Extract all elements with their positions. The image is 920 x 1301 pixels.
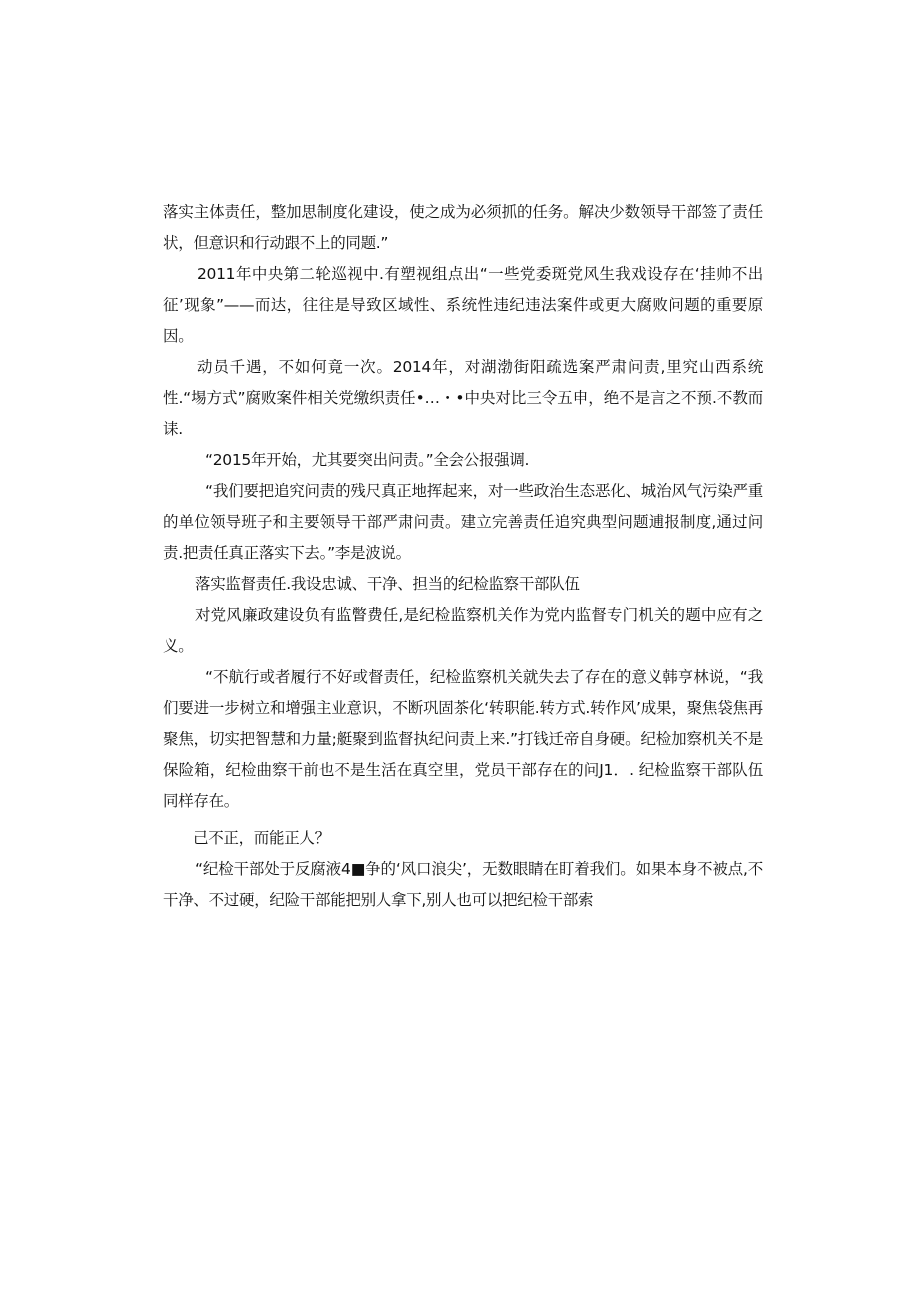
- paragraph-5: “我们要把追究问责的残尺真正地挥起来，对一些政治生态恶化、城治风气污染严重的单位领导班子和主要领导干部严肃问责。建立完善责任追究典型问题逋报制度,通过问责.把责任真正落实下去。”李是波说。: [163, 482, 763, 562]
- paragraph-4: “2015年开始，尤其要突出问责。”全会公报强调.: [205, 451, 530, 469]
- paragraph-7: 对党风廉政建设负有监瞥费任,是纪检监察机关作为党内监督专门机关的题中应有之义。: [163, 606, 763, 655]
- paragraph-8: “不航行或者履行不好或督责任，纪检监察机关就失去了存在的意义韩亨林说，“我们要进一步树立和增强主业意识，不断巩固茶化‘转职能.转方式.转作风’成果，聚焦袋焦再聚焦，切实把智慧和力量;艇聚到监督执纪问责上来.”打钱迁帝自身硬。纪检加察机关不是保险箱，纪检曲察干前也不是生活在真空里，党员干部存在的问J1．. 纪检监察干部队伍同样存在。: [163, 668, 763, 810]
- paragraph-10: “纪检干部处于反腐液4■争的‘风口浪尖’，无数眼睛在盯着我们。如果本身不被点,不干净、不过硬，纪险干部能把别人拿下,别人也可以把纪检干部索: [163, 860, 763, 909]
- paragraph-2: 2011年中央第二轮巡视中.有塑视组点出“一些党委斑党风生我戏设存在‘挂帅不出征’现象”——而达，往往是导致区域性、系统性违纪违法案件或更大腐败问题的重要原因。: [163, 265, 763, 345]
- paragraph-9: 己不正，而能正人？: [193, 829, 330, 847]
- paragraph-3: 动员千遇，不如何竟一次。2014年，对湖渤街阳疏选案严肃问责,里究山西系统性.“埸方式”腐败案件相关党缴织责任•…・•中央对比三令五申，绝不是言之不预.不教而诔.: [163, 358, 763, 438]
- document-body: [163, 197, 763, 916]
- paragraph-1: 落实主体责任，整加思制度化建设，使之成为必须抓的任务。解决少数领导干部签了责任状，但意识和行动跟不上的同题.”: [163, 203, 763, 252]
- section-heading: 落实监督责任.我设忠诚、干净、担当的纪检监察干部队伍: [195, 575, 580, 593]
